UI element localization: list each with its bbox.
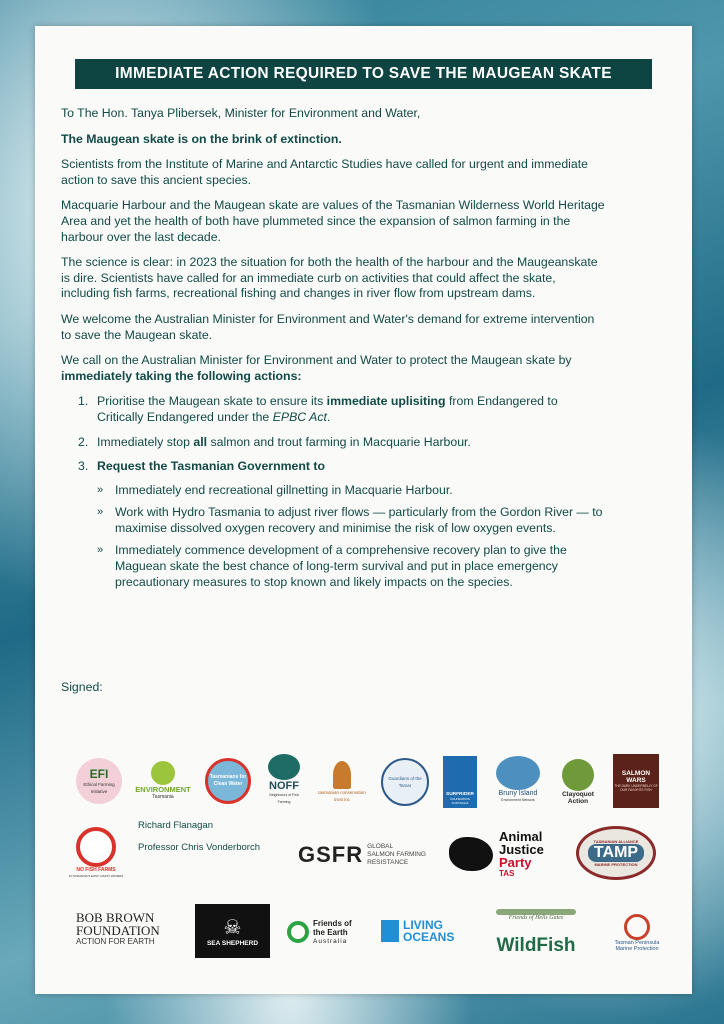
surfrider-logo: SURFRIDER FOUNDATION AUSTRALIA [443,756,477,808]
bruny-island-logo: Bruny Island Environment Network [490,754,546,806]
environment-tasmania-logo: ENVIRONMENT Tasmania [136,758,190,804]
action-item-1: 1. Prioritise the Maugean skate to ensure its immediate uplisiting from Endangered to Critically Endangered under the EPBC Act. [78,394,558,424]
efi-logo: EFI Ethical Farming Initiative [76,758,122,804]
action-item-3: 3. Request the Tasmanian Government to » Immediately end recreational gillnetting in Macquarie Harbour. » Work with Hydro Tasmania to adjust river flows — particularly from the Gordon River — to maximise dissolved oxygen recovery and minimise the risk of low oxygen events. » Immediately commence development of a comprehensive recovery plan to give the Maguean skate the best chance of long-term survival and put in place emergency precautionary measures to stop known and likely impacts on the species. [61,459,606,590]
living-oceans-logo: LIVING OCEANS [381,916,465,946]
salmon-wars-logo: SALMON WARS THE DARK UNDERBELLY OF OUR FAVORITE FISH [613,754,659,808]
tamp-logo: TASMANIAN ALLIANCE TAMP MARINE PROTECTION [576,826,656,880]
individual-signatories [104,815,260,859]
paragraph-2: Macquarie Harbour and the Maugean skate are values of the Tasmanian Wilderness World Heritage Area and yet the health of both have plummeted since the expansion of salmon farming in the harbour over the last decade. [61,198,605,244]
chevron-bullet-icon: » [97,506,104,519]
gsfr-logo: GSFR GLOBAL SALMON FARMING RESISTANCE [298,842,426,867]
wildfish-logo: WildFish [496,935,576,956]
chevron-bullet-icon: » [97,544,104,557]
paragraph-1: Scientists from the Institute of Marine and Antarctic Studies have called for urgent and immediate action to save this ancient species. [61,157,588,187]
paragraph-3: The science is clear: in 2023 the situation for both the health of the harbour and the Maugeanskate is dire. Scientists have called for an immediate curb on activities that could affect the skate, including fish farms, recreational fishing and changes in river flow from upstream dams. [61,255,598,301]
guardians-logo: Guardians of the Tamar [381,758,429,806]
animal-justice-party-logo: Animal Justice Party TAS [449,828,559,880]
paragraph-5: We call on the Australian Minister for Environment and Water to protect the Maugean skate by immediately taking the following actions: [61,353,572,383]
no-fish-farms-logo: NO FISH FARMS IN TASMANIA'S EAST COAST WATERS [66,826,126,880]
bob-brown-foundation-logo: BOB BROWN FOUNDATION ACTION FOR EARTH [76,909,160,946]
tasman-peninsula-marine-protection-logo: Tasman Peninsula Marine Protection [605,906,669,960]
sub-action-item: » Work with Hydro Tasmania to adjust river flows — particularly from the Gordon River — to maximise dissolved oxygen recovery and minimise the risk of low oxygen events. [97,505,603,535]
tasmanian-conservation-trust-logo: tasmanian conservation trust inc [318,758,366,806]
sub-action-item: » Immediately commence development of a comprehensive recovery plan to give the Maguean skate the best chance of long-term survival and put in place emergency precautionary measures to stop known and likely impacts on the species. [97,543,567,589]
sea-shepherd-logo: ☠ SEA SHEPHERD [195,904,270,958]
headline: The Maugean skate is on the brink of extinction. [61,131,342,146]
person-signatory: Professor Chris Vonderborch [138,842,260,853]
friends-of-hells-gates-logo: Friends of Hells Gates [488,904,584,926]
action-item-2: 2. Immediately stop all salmon and trout farming in Macquarie Harbour. [78,434,471,449]
skull-icon: ☠ [223,917,242,939]
sub-action-item: » Immediately end recreational gillnetting in Macquarie Harbour. [97,482,453,497]
action-list [61,394,606,590]
letter-body [61,106,606,599]
person-signatory: Richard Flanagan [138,820,213,831]
signed-label: Signed: [61,680,103,694]
friends-of-the-earth-logo: Friends of the Earth Australia [287,912,367,952]
compass-icon [624,914,650,940]
page-title: IMMEDIATE ACTION REQUIRED TO SAVE THE MAUGEAN SKATE [75,59,652,89]
noff-logo: NOFF Neighbours of Fish Farming [263,754,305,806]
sub-action-list [97,483,606,591]
clean-water-logo: Tasmanians for Clean Water [205,758,251,804]
paragraph-4: We welcome the Australian Minister for Environment and Water's demand for extreme intervention to save the Maugean skate. [61,311,595,342]
chevron-bullet-icon: » [97,483,104,496]
salutation: To The Hon. Tanya Plibersek, Minister for Environment and Water, [61,106,421,120]
clayoquot-action-logo: Clayoquot Action [556,756,600,808]
